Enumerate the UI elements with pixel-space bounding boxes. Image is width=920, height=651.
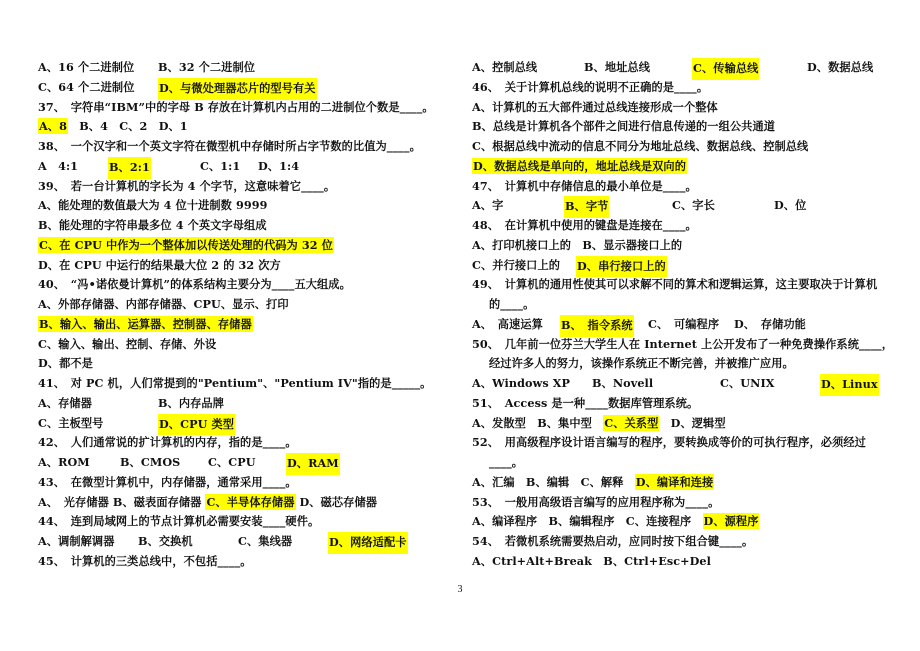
text-segment: B、交换机 xyxy=(138,534,193,548)
text-segment: B、32 个二进制位 xyxy=(158,60,256,74)
text-line xyxy=(38,137,453,157)
text-line xyxy=(38,78,453,98)
text-segment: 48、 在计算机中使用的键盘是连接在____。 xyxy=(472,218,697,232)
text-segment: 52、 用高级程序设计语言编写的程序，要转换成等价的可执行程序，必须经过 xyxy=(472,435,866,450)
text-line xyxy=(472,473,887,493)
text-line xyxy=(472,256,887,276)
text-segment: 41、 对 PC 机，人们常提到的"Pentium"、"Pentium IV"指的是_____。 xyxy=(38,376,432,390)
text-line xyxy=(472,78,887,98)
text-line xyxy=(38,216,453,236)
text-line xyxy=(38,98,453,118)
right-column xyxy=(472,58,894,572)
text-segment: C、并行接口上的 xyxy=(472,257,561,272)
text-line xyxy=(472,177,887,197)
text-line xyxy=(38,58,453,78)
text-segment: B、4 C、2 D、1 xyxy=(67,119,188,134)
text-segment: B、能处理的字符串最多位 4 个英文字母组成 xyxy=(38,218,267,232)
text-segment: B、内存品牌 xyxy=(158,395,224,410)
text-segment: A、外部存储器、内部存储器、CPU、显示、打印 xyxy=(38,297,289,311)
text-line xyxy=(472,315,887,335)
text-segment: A、控制总线 xyxy=(472,60,538,74)
text-line xyxy=(38,275,453,295)
text-line xyxy=(38,552,453,572)
highlighted-answer: A、8 xyxy=(39,119,67,134)
text-segment: 50、 几年前一位芬兰大学生人在 Internet 上公开发布了一种免费操作系统____， xyxy=(472,336,894,351)
text-segment: B、地址总线 xyxy=(584,60,650,74)
text-segment: B、CMOS xyxy=(120,455,181,469)
text-segment: D、磁芯存储器 xyxy=(295,494,378,509)
highlighted-answer: C、关系型 xyxy=(604,415,659,430)
text-line xyxy=(38,256,453,276)
text-segment: C、主板型号 xyxy=(38,415,104,430)
text-segment: C、UNIX xyxy=(720,376,775,390)
text-segment: 51、 Access 是一种____数据库管理系统。 xyxy=(472,395,699,410)
text-segment: C、字长 xyxy=(672,198,715,213)
text-segment: 37、 字符串“IBM”中的字母 B 存放在计算机内占用的二进制位个数是____。 xyxy=(38,99,434,114)
text-line xyxy=(472,335,894,355)
text-line xyxy=(472,354,887,374)
text-line xyxy=(38,473,453,493)
text-line xyxy=(38,354,453,374)
text-line xyxy=(472,216,887,236)
highlighted-answer: D、与微处理器芯片的型号有关 xyxy=(158,78,317,100)
text-segment: 经过许多人的努力，该操作系统正不断完善，并被推广应用。 xyxy=(489,356,794,371)
text-segment: A、 高速运算 xyxy=(472,316,543,331)
text-line xyxy=(472,98,887,118)
text-segment: 42、 人们通常说的扩计算机的内存，指的是____。 xyxy=(38,435,297,450)
text-segment: A、打印机接口上的 B、显示器接口上的 xyxy=(472,237,683,252)
text-line xyxy=(472,236,887,256)
text-segment: 46、 关于计算机总线的说明不正确的是____。 xyxy=(472,79,709,94)
text-segment: A、存储器 xyxy=(38,395,92,410)
text-segment: 39、 若一台计算机的字长为 4 个字节，这意味着它____。 xyxy=(38,178,336,193)
text-line xyxy=(38,512,453,532)
text-line xyxy=(38,532,453,552)
page-number: 3 xyxy=(457,584,463,595)
text-segment: A、16 个二进制位 xyxy=(38,60,135,74)
highlighted-answer: C、半导体存储器 xyxy=(206,494,295,509)
text-line xyxy=(472,295,887,315)
text-segment: 54、 若微机系统需要热启动，应同时按下组合键____。 xyxy=(472,534,754,548)
text-segment: D、都不是 xyxy=(38,356,93,371)
text-segment: A、ROM xyxy=(38,455,90,469)
text-line xyxy=(38,117,453,137)
text-line xyxy=(38,433,453,453)
text-line xyxy=(38,315,453,335)
text-line xyxy=(472,552,887,572)
text-line xyxy=(472,374,887,394)
highlighted-answer: D、数据总线是单向的，地址总线是双向的 xyxy=(473,158,686,173)
text-line xyxy=(472,137,887,157)
text-line xyxy=(472,512,887,532)
left-column xyxy=(38,58,453,572)
text-segment: D、1:4 xyxy=(258,158,300,173)
text-segment: 47、 计算机中存储信息的最小单位是____。 xyxy=(472,178,697,193)
text-segment: 38、 一个汉字和一个英文字符在微型机中存储时所占字节数的比值为____。 xyxy=(38,139,421,153)
text-line xyxy=(472,196,887,216)
text-segment: B、总线是计算机各个部件之间进行信息传递的一组公共通道 xyxy=(472,119,776,134)
highlighted-answer: D、CPU 类型 xyxy=(158,414,235,436)
text-line xyxy=(472,532,887,552)
text-segment: C、64 个二进制位 xyxy=(38,79,135,94)
text-line xyxy=(38,177,453,197)
text-segment: B、Novell xyxy=(592,376,654,390)
highlighted-answer: D、网络适配卡 xyxy=(328,532,408,554)
text-line xyxy=(38,493,453,513)
text-line xyxy=(472,433,887,453)
text-line xyxy=(472,58,887,78)
text-segment: 44、 连到局域网上的节点计算机必需要安装____硬件。 xyxy=(38,514,320,529)
text-line xyxy=(38,157,453,177)
text-segment: 的____。 xyxy=(489,297,535,311)
text-segment: C、1:1 xyxy=(200,158,241,173)
highlighted-answer: C、传输总线 xyxy=(692,58,759,80)
text-segment: A 4:1 xyxy=(38,158,79,173)
text-line xyxy=(472,394,887,414)
highlighted-answer: D、Linux xyxy=(820,374,879,396)
text-line xyxy=(472,117,887,137)
text-segment: ____。 xyxy=(489,455,524,469)
text-segment: A、Windows XP xyxy=(472,376,571,390)
text-line xyxy=(472,493,887,513)
text-segment: A、Ctrl+Alt+Break B、Ctrl+Esc+Del xyxy=(472,553,711,568)
text-line xyxy=(38,414,453,434)
highlighted-answer: D、源程序 xyxy=(703,514,759,529)
text-line xyxy=(38,335,453,355)
text-segment: 43、 在微型计算机中，内存储器，通常采用____。 xyxy=(38,474,297,489)
text-segment: D、数据总线 xyxy=(807,60,874,74)
text-segment: C、CPU xyxy=(208,455,256,469)
text-line xyxy=(38,196,453,216)
text-line xyxy=(38,453,453,473)
text-segment: A、 光存储器 B、磁表面存储器 xyxy=(38,494,206,509)
highlighted-answer: D、编译和连接 xyxy=(635,474,714,489)
text-segment: A、汇编 B、编辑 C、解释 xyxy=(472,474,635,489)
text-line xyxy=(38,394,453,414)
text-line xyxy=(38,295,453,315)
text-segment: A、发散型 B、集中型 xyxy=(472,415,604,430)
highlighted-answer: B、 指令系统 xyxy=(560,315,634,337)
text-segment: D、在 CPU 中运行的结果最大位 2 的 32 次方 xyxy=(38,257,281,272)
text-line xyxy=(472,157,887,177)
text-segment: A、能处理的数值最大为 4 位十进制数 9999 xyxy=(38,198,268,213)
text-line xyxy=(472,453,887,473)
highlighted-answer: C、在 CPU 中作为一个整体加以传送处理的代码为 32 位 xyxy=(39,237,333,252)
text-segment: C、 可编程序 xyxy=(648,316,720,331)
text-line xyxy=(38,374,453,394)
text-segment: C、输入、输出、控制、存储、外设 xyxy=(38,336,217,351)
text-segment: A、调制解调器 xyxy=(38,534,115,548)
text-segment: 40、 “冯•诺依曼计算机”的体系结构主要分为____五大组成。 xyxy=(38,277,351,292)
text-segment: 53、 一般用高级语言编写的应用程序称为____。 xyxy=(472,494,720,509)
highlighted-answer: B、输入、输出、运算器、控制器、存储器 xyxy=(39,316,252,331)
text-segment: C、集线器 xyxy=(238,534,293,548)
text-segment: D、逻辑型 xyxy=(659,415,726,430)
text-segment: A、编译程序 B、编辑程序 C、连接程序 xyxy=(472,514,703,529)
highlighted-answer: D、RAM xyxy=(286,453,340,475)
text-segment: D、 存储功能 xyxy=(734,316,806,331)
text-segment: D、位 xyxy=(774,198,807,213)
text-line xyxy=(472,414,887,434)
text-line xyxy=(472,275,887,295)
text-segment: A、字 xyxy=(472,198,504,213)
text-segment: 45、 计算机的三类总线中，不包括____。 xyxy=(38,553,252,568)
text-segment: A、计算机的五大部件通过总线连接形成一个整体 xyxy=(472,99,718,114)
text-line xyxy=(38,236,453,256)
highlighted-answer: B、2:1 xyxy=(108,157,151,179)
highlighted-answer: B、字节 xyxy=(564,196,609,218)
text-segment: 49、 计算机的通用性使其可以求解不同的算术和逻辑运算，这主要取决于计算机 xyxy=(472,277,878,292)
highlighted-answer: D、串行接口上的 xyxy=(576,256,667,278)
text-segment: C、根据总线中流动的信息不同分为地址总线、数据总线、控制总线 xyxy=(472,139,809,153)
